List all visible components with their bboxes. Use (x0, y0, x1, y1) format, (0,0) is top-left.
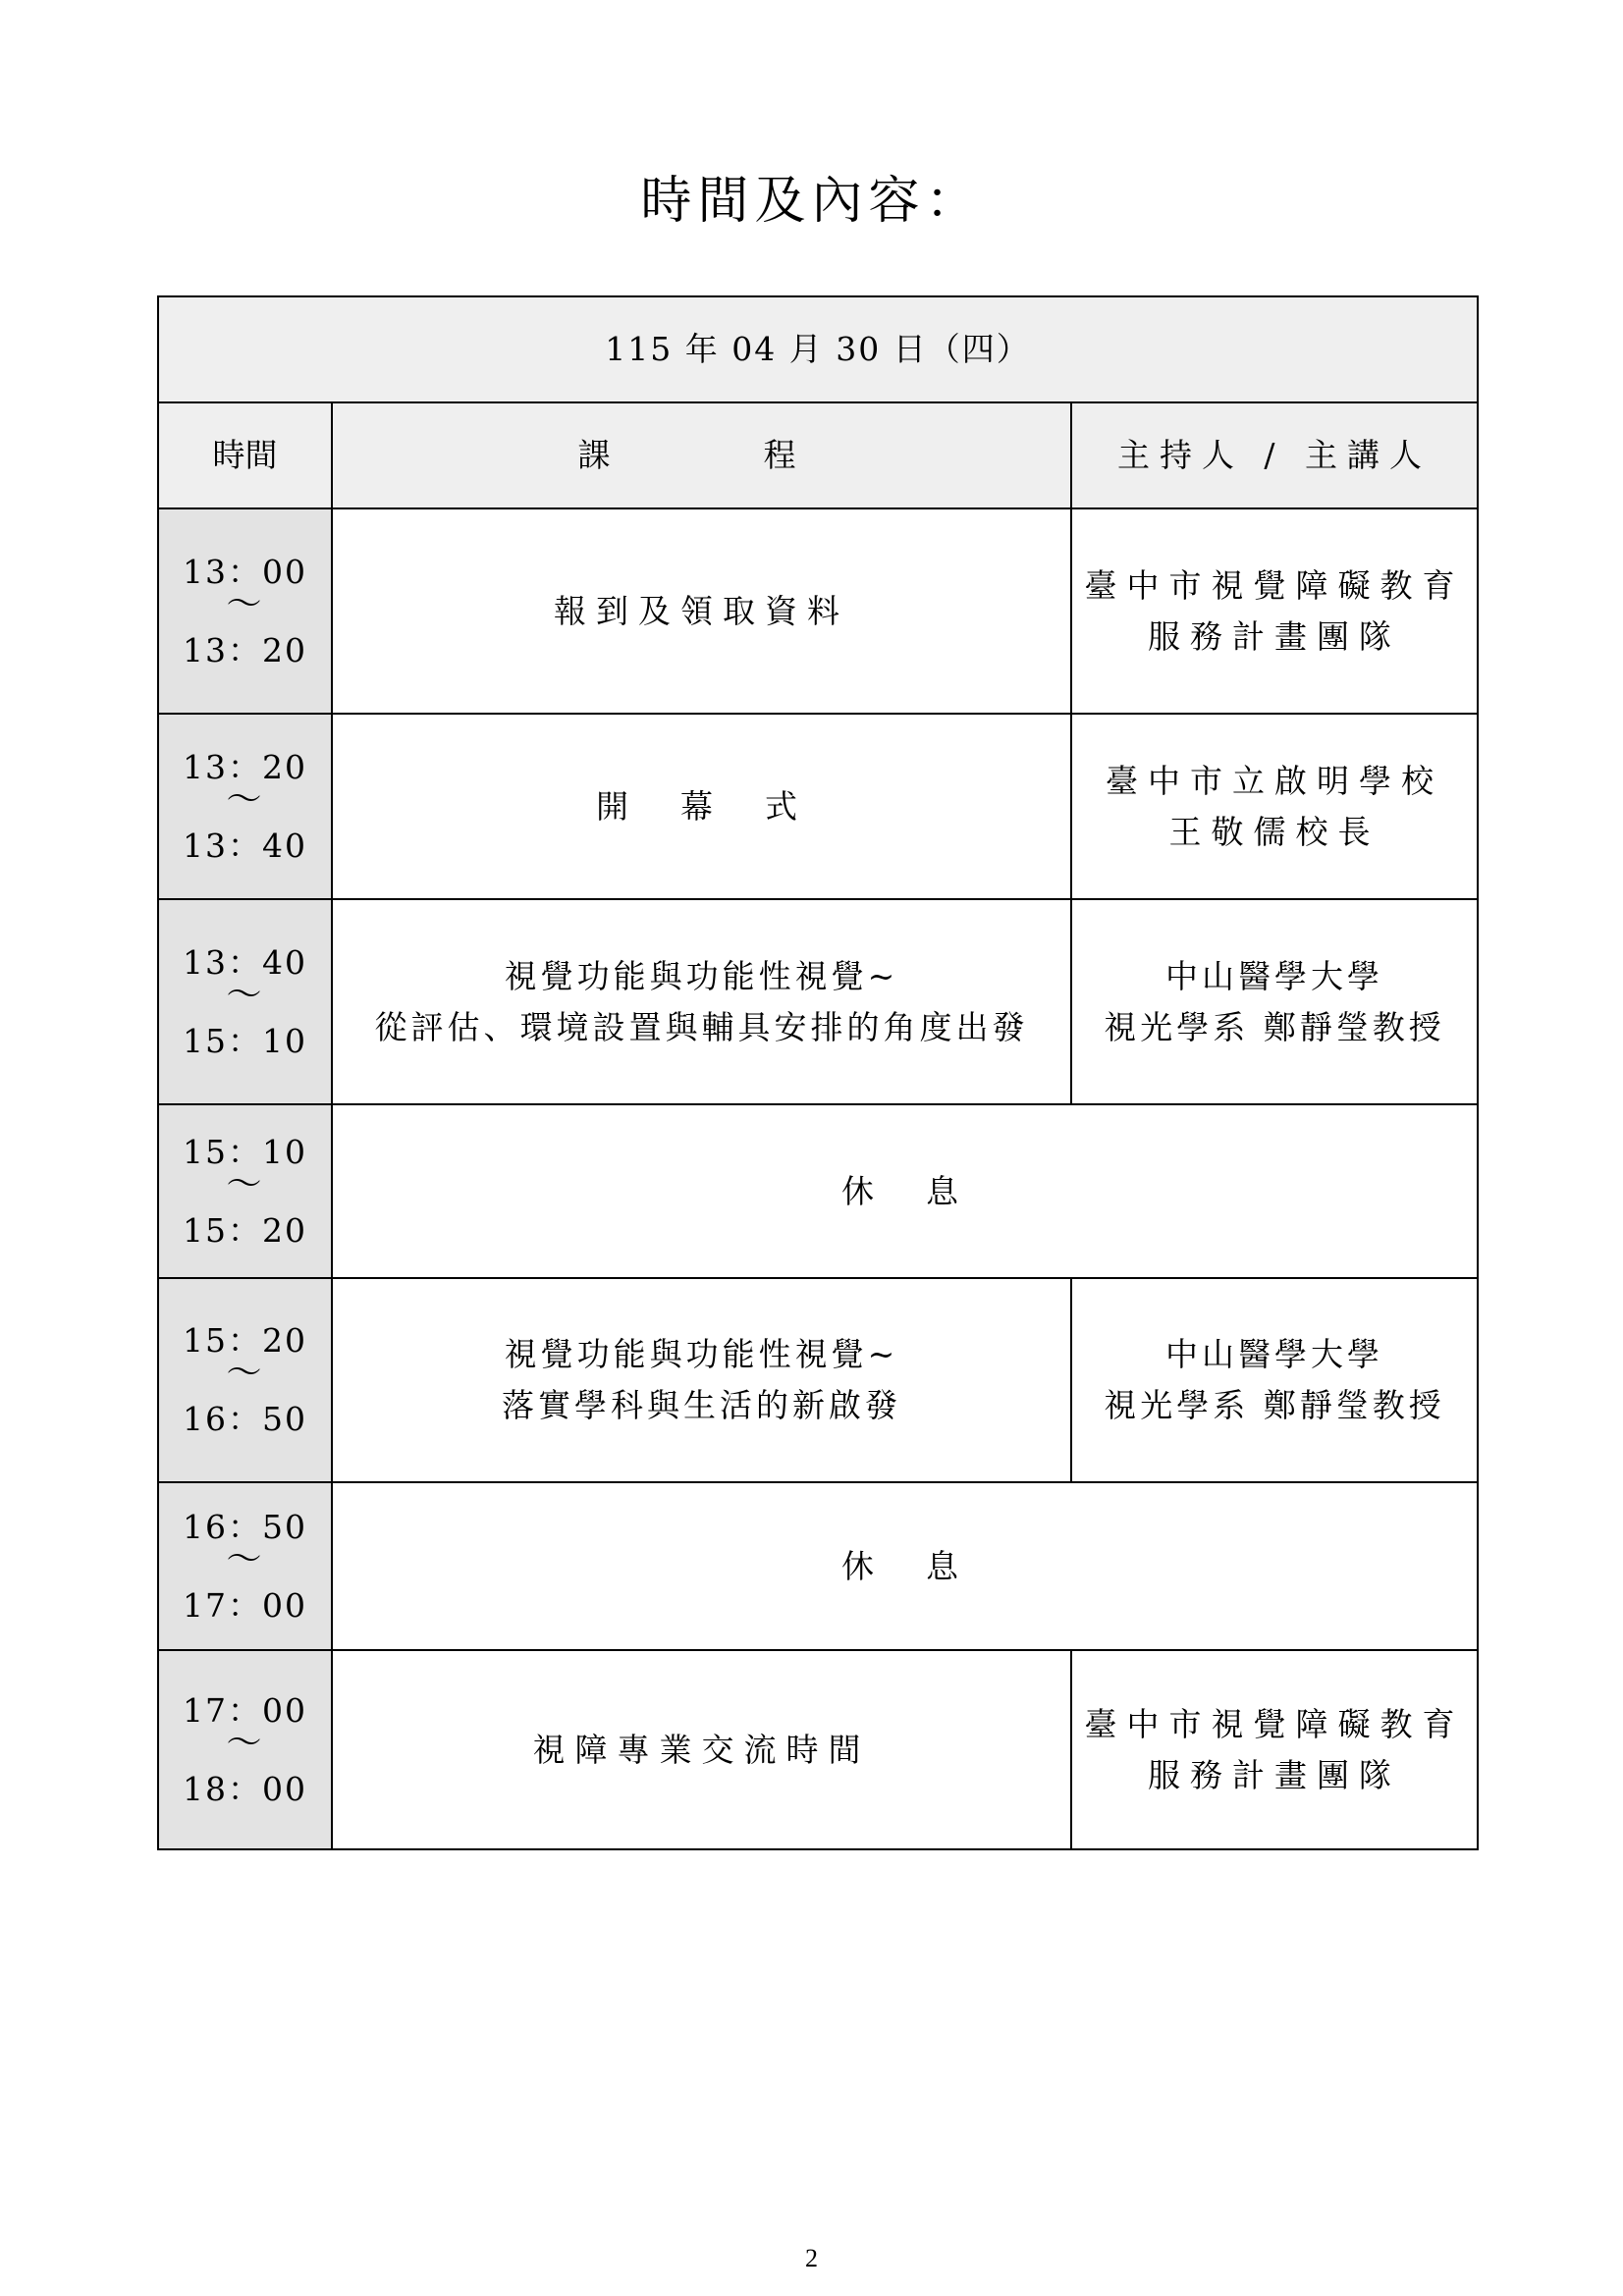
schedule-row (158, 1278, 1478, 1482)
host-cell (1071, 508, 1478, 714)
end-time: 16：50 (183, 1400, 307, 1438)
host-line: 視光學系 鄭靜瑩教授 (1104, 1007, 1445, 1046)
end-time: 15：20 (183, 1210, 307, 1250)
time-cell (158, 1278, 332, 1482)
start-time: 13：00 (183, 552, 307, 591)
start-time: 15：10 (183, 1132, 307, 1171)
tilde: ～ (226, 1722, 264, 1763)
end-time: 15：10 (183, 1021, 307, 1060)
course-cell (332, 508, 1071, 714)
host-line: 臺中市立啟明學校 (1106, 761, 1443, 800)
course-cell (332, 1650, 1071, 1849)
time-cell (158, 1482, 332, 1650)
date-header: 115 年 04 月 30 日（四） (158, 296, 1478, 402)
host-cell (1071, 1650, 1478, 1849)
break-row (158, 1104, 1478, 1278)
tilde: ～ (226, 1538, 264, 1579)
course-line: 從評估、環境設置與輔具安排的角度出發 (374, 1007, 1029, 1046)
course-line: 開 幕 式 (596, 786, 807, 826)
time-cell (158, 508, 332, 714)
host-line: 中山醫學大學 (1165, 956, 1383, 995)
tilde: ～ (226, 583, 264, 624)
start-time: 17：00 (183, 1690, 307, 1730)
start-time: 16：50 (183, 1507, 307, 1546)
start-time: 15：20 (183, 1321, 307, 1360)
break-cell: 休 息 (332, 1104, 1478, 1278)
host-cell (1071, 714, 1478, 899)
host-line: 臺中市視覺障礙教育 (1084, 1704, 1465, 1743)
schedule-row (158, 714, 1478, 899)
tilde: ～ (226, 1163, 264, 1204)
date-row (158, 296, 1478, 402)
course-cell (332, 899, 1071, 1104)
end-time: 18：00 (183, 1769, 307, 1808)
end-time: 17：00 (183, 1585, 307, 1625)
course-line: 視覺功能與功能性視覺~ (504, 956, 899, 995)
course-line: 落實學科與生活的新啟發 (502, 1386, 901, 1424)
host-line: 臺中市視覺障礙教育 (1084, 565, 1465, 605)
course-line: 視覺功能與功能性視覺~ (504, 1335, 899, 1373)
page-number: 2 (805, 2244, 818, 2272)
page-title: 時間及內容： (640, 172, 983, 231)
tilde: ～ (226, 974, 264, 1015)
tilde: ～ (226, 778, 264, 820)
start-time: 13：40 (183, 942, 307, 982)
host-line: 中山醫學大學 (1165, 1335, 1383, 1373)
time-cell (158, 1104, 332, 1278)
course-line: 視障專業交流時間 (532, 1730, 871, 1769)
time-cell (158, 714, 332, 899)
break-row (158, 1482, 1478, 1650)
host-line: 服務計畫團隊 (1148, 1755, 1401, 1794)
schedule-row (158, 508, 1478, 714)
course-cell (332, 1278, 1071, 1482)
column-header-time: 時間 (158, 402, 332, 508)
course-cell (332, 714, 1071, 899)
host-cell (1071, 899, 1478, 1104)
break-cell: 休 息 (332, 1482, 1478, 1650)
time-cell (158, 899, 332, 1104)
column-header-host: 主持人 / 主講人 (1071, 402, 1478, 508)
schedule-table (157, 295, 1479, 1850)
schedule-row (158, 899, 1478, 1104)
host-line: 王敬儒校長 (1168, 812, 1380, 851)
start-time: 13：20 (183, 747, 307, 786)
time-cell (158, 1650, 332, 1849)
host-cell (1071, 1278, 1478, 1482)
schedule-row (158, 1650, 1478, 1849)
host-line: 服務計畫團隊 (1148, 616, 1401, 656)
host-line: 視光學系 鄭靜瑩教授 (1104, 1386, 1445, 1424)
course-line: 報到及領取資料 (554, 591, 849, 630)
header-row (158, 402, 1478, 508)
end-time: 13：20 (183, 630, 307, 669)
tilde: ～ (226, 1353, 264, 1393)
end-time: 13：40 (183, 826, 307, 865)
column-header-course: 課 程 (332, 402, 1071, 508)
